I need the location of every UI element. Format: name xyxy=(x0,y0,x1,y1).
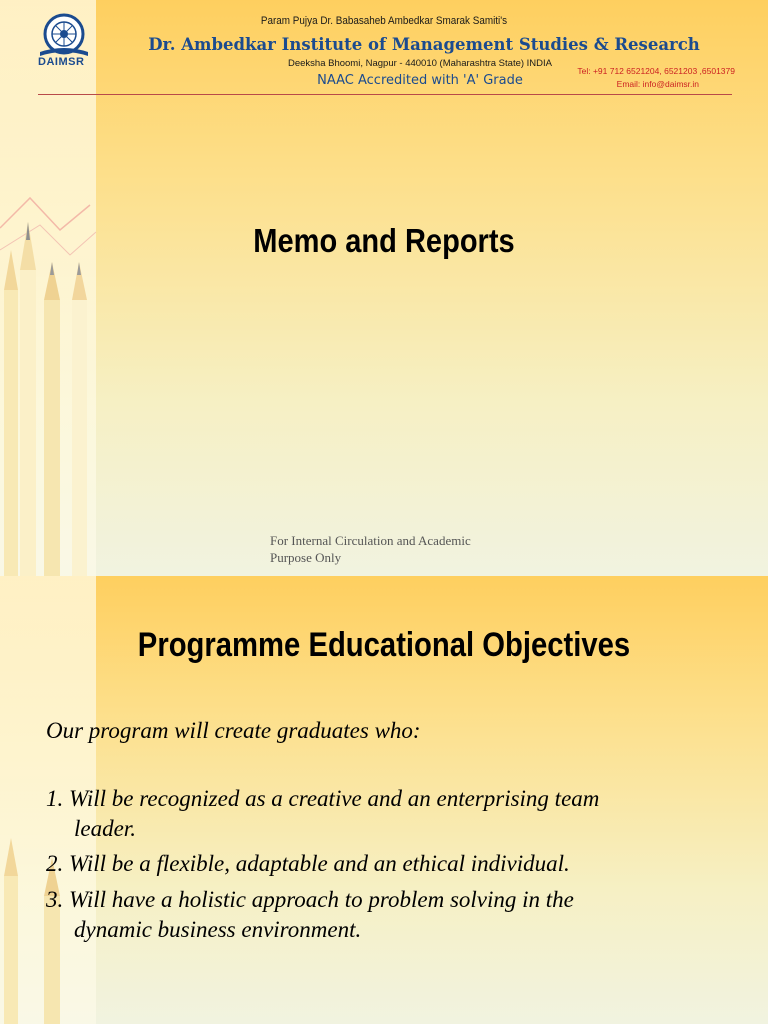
slide-title: Memo and Reports xyxy=(253,222,515,259)
objective-3-continued: dynamic business environment. xyxy=(74,917,362,942)
intro-text: Our program will create graduates who: xyxy=(46,718,421,743)
contact-phone: Tel: +91 712 6521204, 6521203 ,6501379 xyxy=(577,66,735,76)
header-divider xyxy=(38,94,732,95)
footnote-line-2: Purpose Only xyxy=(270,550,342,565)
slide-title: Programme Educational Objectives xyxy=(137,626,631,664)
institute-address: Deeksha Bhoomi, Nagpur - 440010 (Maharashtra State) INDIA xyxy=(287,58,553,69)
samiti-name: Param Pujya Dr. Babasaheb Ambedkar Smarak Samiti's xyxy=(260,15,508,27)
objective-2: 2. Will be a flexible, adaptable and an ethical individual. xyxy=(46,851,570,876)
footnote-line-1: For Internal Circulation and Academic xyxy=(270,533,471,548)
naac-accreditation: NAAC Accredited with 'A' Grade xyxy=(317,73,523,88)
objective-1: 1. Will be recognized as a creative and an enterprising team xyxy=(46,786,600,811)
objective-1-continued: leader. xyxy=(74,816,136,841)
institute-name: Dr. Ambedkar Institute of Management Studies & Research xyxy=(148,35,700,54)
contact-email: Email: info@daimsr.in xyxy=(616,79,699,89)
slide-programme-objectives xyxy=(0,576,768,1024)
pencils-decoration xyxy=(0,0,100,576)
logo-text: DAIMSR xyxy=(38,56,85,68)
objective-3: 3. Will have a holistic approach to problem solving in the xyxy=(46,887,574,912)
